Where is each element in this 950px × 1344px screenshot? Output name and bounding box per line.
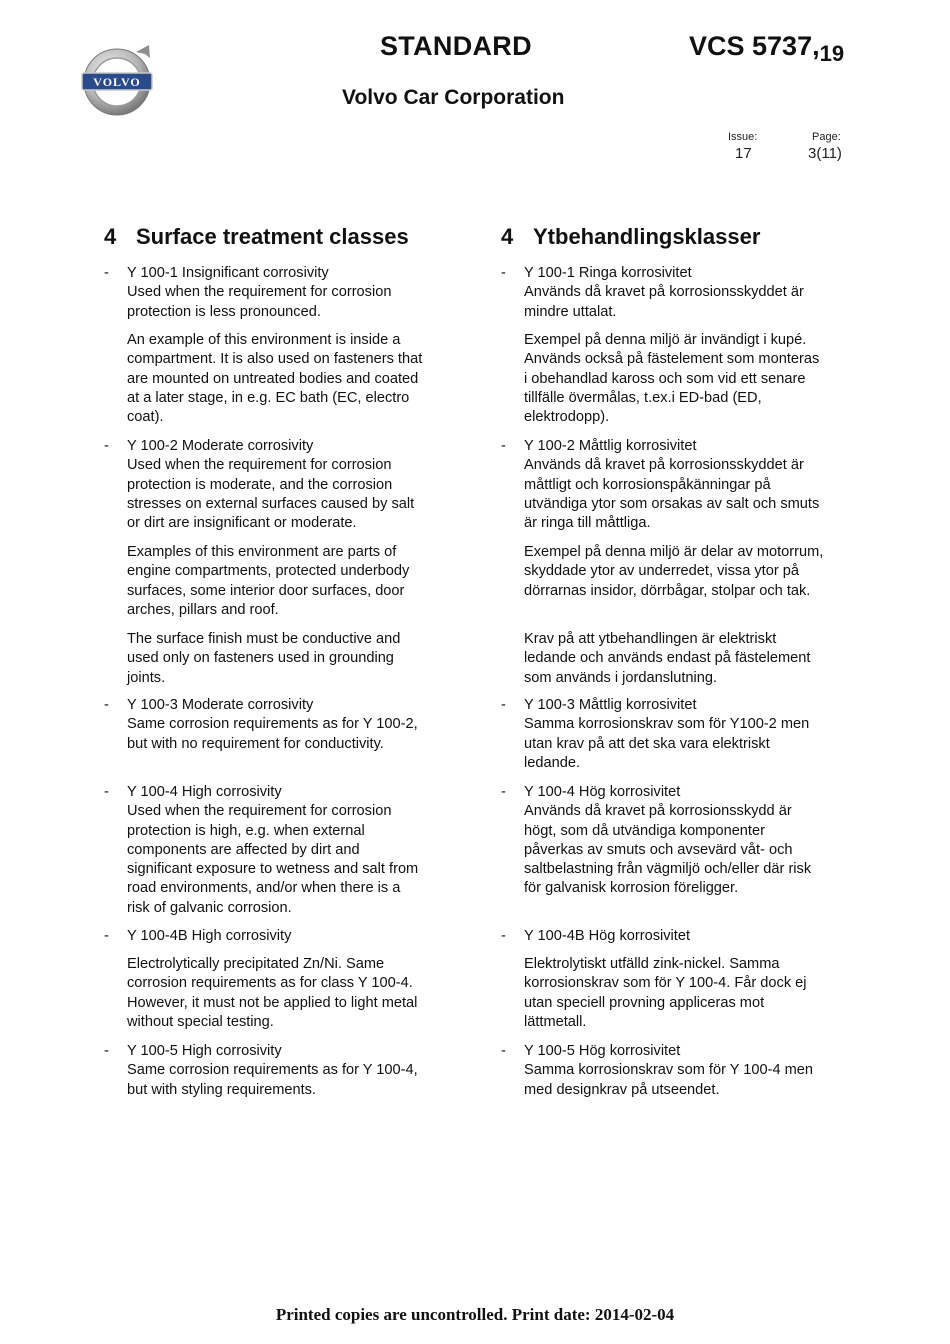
bullet-dash: - [104,265,109,281]
bullet-dash: - [104,438,109,454]
text-line: Same corrosion requirements as for Y 100-4, [127,1062,418,1079]
bullet-dash: - [501,784,506,800]
text-line: Y 100-4 High corrosivity [127,784,282,800]
text-line: Y 100-1 Insignificant corrosivity [127,265,329,281]
text-line: Used when the requirement for corrosion [127,803,392,820]
text-line: Exempel på denna miljö är invändigt i kupé. [524,332,807,348]
bullet-dash: - [501,697,506,713]
list-item [104,437,454,533]
text-line: utan speciell provning appliceras mot [524,994,765,1011]
list-item-text [524,264,851,322]
text-line: surfaces, some interior door surfaces, door [127,582,405,599]
text-line: An example of this environment is inside a [127,332,401,348]
list-item [104,696,454,754]
text-line: or dirt are insignificant or moderate. [127,515,357,532]
text-line: Y 100-4B Hög korrosivitet [524,928,691,944]
standard-code [689,31,845,66]
list-item-text [524,630,851,688]
text-line: protection is high, e.g. when external [127,822,365,839]
page-value: 3(11) [808,145,842,162]
text-line: Y 100-2 Måttlig korrosivitet [524,438,697,454]
section-heading-swedish [501,224,760,250]
text-line: significant exposure to wetness and salt from [127,861,419,878]
text-line: risk of galvanic corrosion. [127,899,292,916]
text-line: are mounted on untreated bodies and coated [127,370,419,387]
section-heading-english [104,224,409,250]
text-line: Används då kravet på korrosionsskydd är [524,803,792,820]
text-line: för galvanisk korrosion föreligger. [524,880,739,897]
standard-code-suffix: 19 [819,41,845,66]
page-label: Page: [812,131,841,143]
text-line: elektrodopp). [524,409,610,426]
list-item [104,331,454,427]
list-item [104,264,454,322]
text-line: tillfälle övermålas, t.ex.i ED-bad (ED, [524,389,762,406]
text-line: Y 100-5 Hög korrosivitet [524,1043,681,1059]
list-item-text [127,955,454,1032]
text-line: Y 100-3 Moderate corrosivity [127,697,314,713]
text-line: korrosionskrav som för Y 100-4. Får dock ej [524,975,807,992]
volvo-logo-text: VOLVO [93,75,141,89]
list-item-text [127,437,454,533]
text-line: Y 100-3 Måttlig korrosivitet [524,697,697,713]
text-line: Y 100-4B High corrosivity [127,928,292,944]
list-item-text [127,331,454,427]
text-line: Samma korrosionskrav som för Y 100-4 men [524,1062,814,1079]
list-item-text [524,331,851,427]
list-item-text [524,783,851,899]
text-line: but with no requirement for conductivity. [127,735,384,752]
text-line: ledande och används endast på fästelement [524,650,811,667]
text-line: components are affected by dirt and [127,841,360,858]
text-line: engine compartments, protected underbody [127,563,410,580]
list-item-text [127,696,454,754]
bullet-dash: - [501,438,506,454]
list-item-text [127,630,454,688]
bullet-dash: - [104,928,109,944]
text-line: protection is moderate, and the corrosion [127,476,393,493]
text-line: ledande. [524,754,580,771]
list-item-text [524,543,851,601]
list-item [501,927,851,946]
list-item-text [127,783,454,918]
list-item [501,437,851,533]
bullet-dash: - [501,265,506,281]
text-line: dörrarnas insidor, dörrbågar, stolpar och tak. [524,582,811,599]
text-line: Krav på att ytbehandlingen är elektriskt [524,631,777,647]
text-line: Y 100-1 Ringa korrosivitet [524,265,692,281]
list-item [501,955,851,1032]
text-line: mindre uttalat. [524,303,617,320]
text-line: but with styling requirements. [127,1081,316,1098]
section-title: Ytbehandlingsklasser [533,224,761,249]
text-line: Used when the requirement for corrosion [127,457,392,474]
text-line: However, it must not be applied to light metal [127,994,418,1011]
text-line: i obehandlad kaross och som vid ett senare [524,370,806,387]
text-line: road environments, and/or when there is a [127,880,401,897]
standard-code-main: VCS 5737, [689,31,820,61]
text-line: arches, pillars and roof. [127,601,279,618]
volvo-logo-icon [79,44,161,118]
text-line: Same corrosion requirements as for Y 100-2, [127,716,418,733]
text-line: Examples of this environment are parts of [127,544,397,560]
list-item [104,543,454,620]
company-name: Volvo Car Corporation [342,86,565,109]
bullet-dash: - [501,1043,506,1059]
text-line: Y 100-5 High corrosivity [127,1043,282,1059]
text-line: protection is less pronounced. [127,303,321,320]
list-item-text [524,1042,851,1100]
text-line: Exempel på denna miljö är delar av motorrum, [524,544,824,560]
list-item [104,783,454,918]
list-item-text [127,264,454,322]
bullet-dash: - [104,1043,109,1059]
text-line: Samma korrosionskrav som för Y100-2 men [524,716,810,733]
bullet-dash: - [501,928,506,944]
text-line: som används i jordanslutning. [524,669,718,686]
list-item [104,955,454,1032]
section-number: 4 [104,224,117,249]
text-line: Y 100-4 Hög korrosivitet [524,784,681,800]
text-line: coat). [127,409,164,426]
list-item-text [127,543,454,620]
section-title: Surface treatment classes [136,224,409,249]
list-item-text [524,437,851,533]
list-item [501,264,851,322]
text-line: corrosion requirements as for class Y 100-4. [127,975,413,992]
text-line: stresses on external surfaces caused by salt [127,495,415,512]
bullet-dash: - [104,697,109,713]
issue-label: Issue: [728,131,758,143]
list-item [104,927,454,946]
text-line: med designkrav på utseendet. [524,1081,720,1098]
text-line: Elektrolytiskt utfälld zink-nickel. Samma [524,956,780,972]
text-line: Används då kravet på korrosionsskyddet är [524,284,804,301]
list-item [501,331,851,427]
text-line: Används då kravet på korrosionsskyddet är [524,457,804,474]
text-line: used only on fasteners used in grounding [127,650,394,667]
text-line: saltbelastning från vägmiljö och/eller där risk [524,861,812,878]
text-line: Y 100-2 Moderate corrosivity [127,438,314,454]
text-line: utvändiga ytor som orsakas av salt och smuts [524,495,820,512]
text-line: at a later stage, in e.g. EC bath (EC, electro [127,389,410,406]
list-item [501,630,851,688]
section-number: 4 [501,224,514,249]
text-line: compartment. It is also used on fasteners that [127,351,423,368]
list-item-text [127,1042,454,1100]
text-line: without special testing. [127,1013,274,1030]
text-line: måttligt och korrosionspåkänningar på [524,476,771,493]
bullet-dash: - [104,784,109,800]
text-line: The surface finish must be conductive and [127,631,401,647]
list-item [501,1042,851,1100]
list-item [104,1042,454,1100]
list-item [501,783,851,899]
text-line: är ringa till måttliga. [524,515,651,532]
text-line: påverkas av smuts och avsevärd våt- och [524,841,793,858]
list-item-text [524,696,851,773]
text-line: skyddade ytor av underredet, vissa ytor på [524,563,799,580]
list-item-text [524,955,851,1032]
print-footer: Printed copies are uncontrolled. Print date: 2014-02-04 [275,1305,675,1324]
list-item [501,696,851,773]
list-item-text [127,927,454,946]
text-line: joints. [127,669,166,686]
text-line: högt, som då utvändiga komponenter [524,822,765,839]
list-item-text [524,927,851,946]
text-line: lättmetall. [524,1013,587,1030]
text-line: utan krav på att det ska vara elektriskt [524,735,770,752]
issue-value: 17 [735,145,752,162]
text-line: Used when the requirement for corrosion [127,284,392,301]
text-line: Electrolytically precipitated Zn/Ni. Same [127,956,385,972]
list-item [104,630,454,688]
list-item [501,543,851,601]
text-line: Används också på fästelement som monteras [524,351,820,368]
page-title: STANDARD [380,31,532,61]
